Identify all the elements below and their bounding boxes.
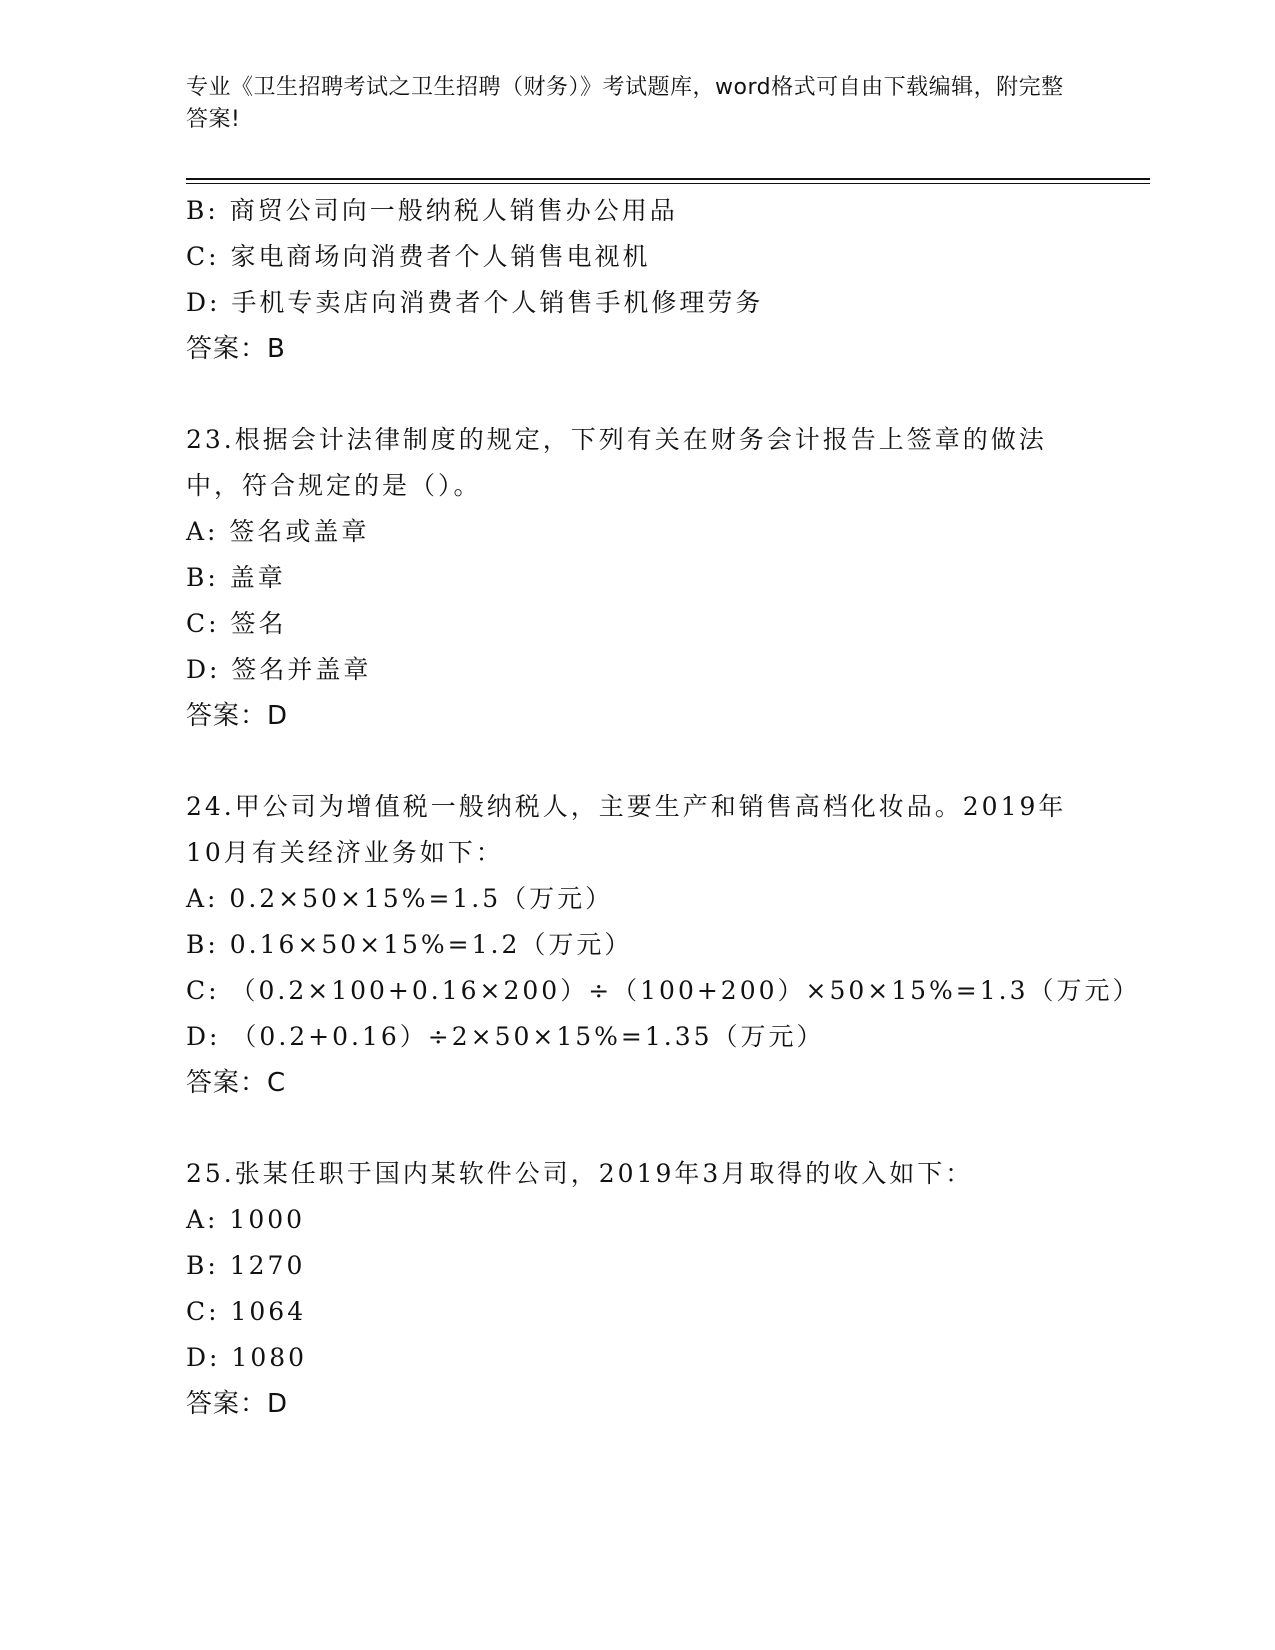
question-content [186,188,1141,1427]
document-header: 专业《卫生招聘考试之卫生招聘（财务）》考试题库，word格式可自由下载编辑，附完整答案! [186,75,1064,132]
question-stem: 25.张某任职于国内某软件公司，2019年3月取得的收入如下： [186,1159,974,1188]
question-stem: 23.根据会计法律制度的规定，下列有关在财务会计报告上签章的做法中，符合规定的是（）。 [186,425,1047,500]
header-rule-thin [186,183,1150,184]
question-25-block [186,1151,1086,1427]
option-d: D: （0.2+0.16）÷2×50×15%=1.35（万元） [186,1022,825,1051]
option-a: A: 签名或盖章 [186,517,370,546]
question-stem: 24.甲公司为增值税一般纳税人，主要生产和销售高档化妆品。2019年10月有关经济业务如下： [186,792,1067,867]
answer-line: 答案：D [186,1389,289,1419]
answer-line: 答案：C [186,1068,287,1098]
option-b: B: 0.16×50×15%=1.2（万元） [186,930,633,959]
option-b: B: 盖章 [186,563,286,592]
option-c: C: 1064 [186,1297,307,1326]
option-a: A: 1000 [186,1205,306,1234]
question-24-block [186,784,1141,1106]
option-b: B: 1270 [186,1251,306,1280]
question-22-block [186,188,1086,372]
option-c: C: （0.2×100+0.16×200）÷（100+200）×50×15%=1.3（万元） [186,976,1141,1005]
answer-line: 答案：B [186,334,286,364]
option-c: C: 家电商场向消费者个人销售电视机 [186,242,651,271]
question-23-block [186,417,1086,739]
spacer [186,1106,1086,1151]
answer-line: 答案：D [186,701,289,731]
spacer [186,739,1086,784]
option-d: D: 签名并盖章 [186,655,372,684]
header-rule-thick [186,178,1150,180]
option-d: D: 手机专卖店向消费者个人销售手机修理劳务 [186,288,764,317]
option-c: C: 签名 [186,609,287,638]
spacer [186,372,1086,417]
option-a: A: 0.2×50×15%=1.5（万元） [186,884,614,913]
option-d: D: 1080 [186,1343,308,1372]
option-b: B: 商贸公司向一般纳税人销售办公用品 [186,196,678,225]
